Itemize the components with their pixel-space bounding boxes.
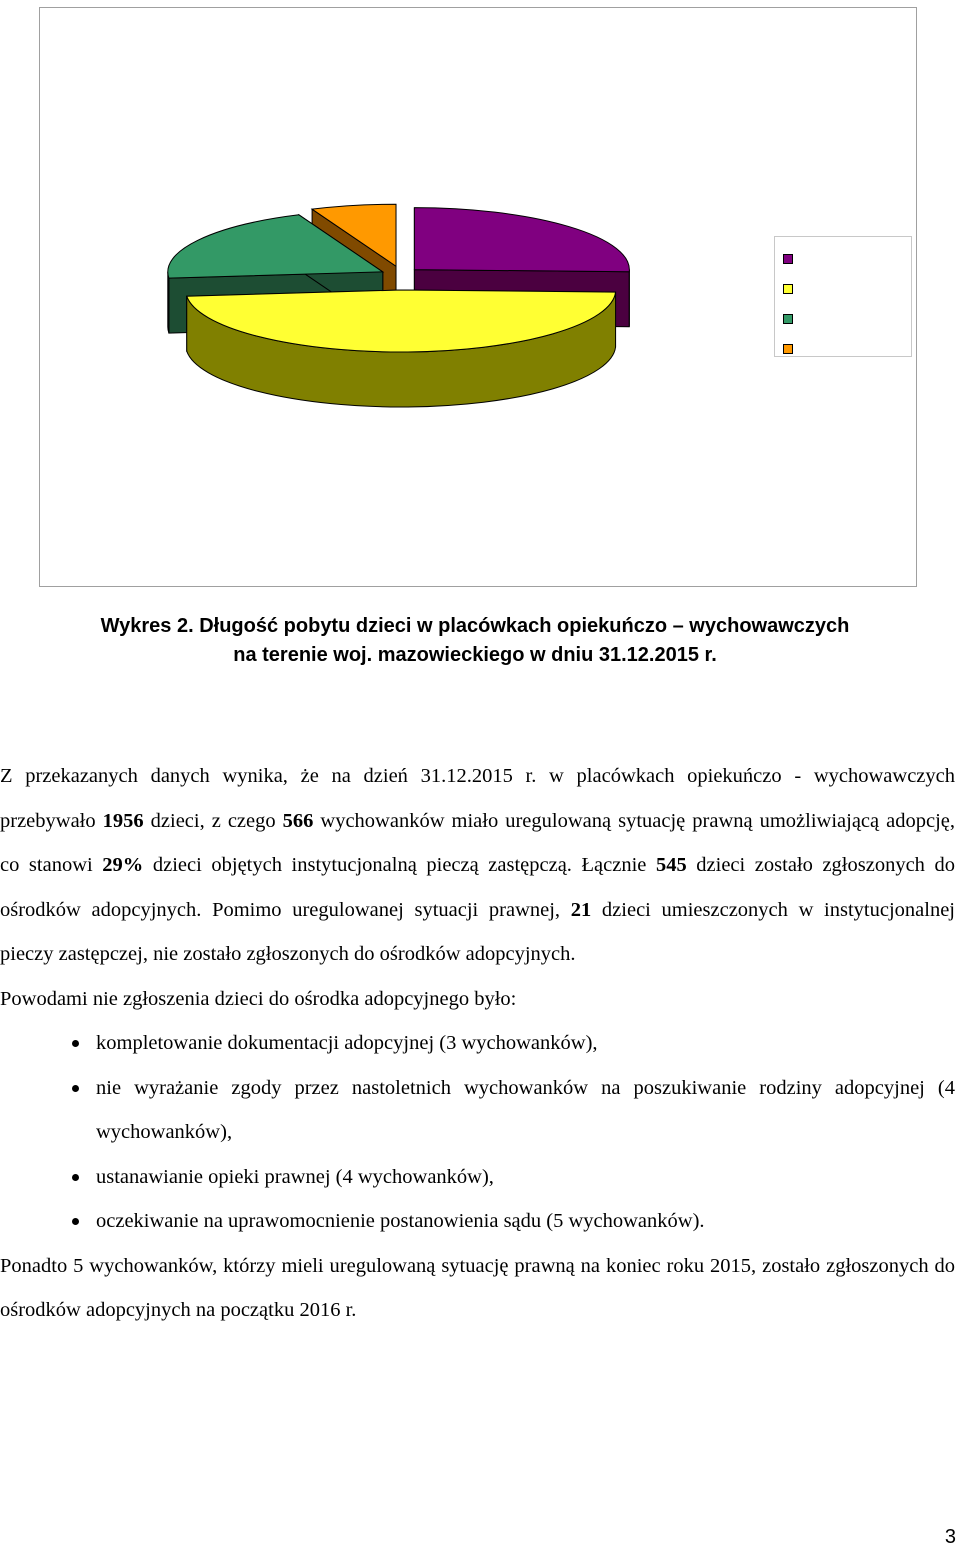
- text-run: dzieci umieszczonych w instytucjonalnej pieczy zastępczej, nie zostało zgłoszonych do ośrodków adopcyjnych.: [0, 899, 955, 966]
- pie-chart-frame: [39, 7, 917, 587]
- list-item: [0, 1066, 955, 1155]
- legend-swatch-2: [783, 284, 793, 294]
- bullet-icon: [72, 1174, 79, 1181]
- paragraph-summary: [0, 754, 955, 977]
- number-reported: 545: [656, 854, 687, 876]
- caption-line-1: Wykres 2. Długość pobytu dzieci w placówkach opiekuńczo – wychowawczych: [20, 612, 930, 641]
- caption-line-2: na terenie woj. mazowieckiego w dniu 31.12.2015 r.: [20, 641, 930, 670]
- list-item-text: kompletowanie dokumentacji adopcyjnej (3 wychowanków),: [96, 1032, 598, 1054]
- text-run: Z przekazanych danych wynika, że na dzień 31.12.2015 r. w placówkach opiekuńczo - wychowawczych przebywało: [0, 765, 955, 832]
- bullet-icon: [72, 1085, 79, 1092]
- page-number: 3: [945, 1526, 956, 1549]
- list-item: [0, 1199, 955, 1244]
- document-body: [0, 754, 955, 1333]
- legend-swatch-1: [783, 254, 793, 264]
- list-item: [0, 1021, 955, 1066]
- reasons-list: [0, 1021, 955, 1244]
- bullet-icon: [72, 1218, 79, 1225]
- legend-swatch-3: [783, 314, 793, 324]
- list-item-text: nie wyrażanie zgody przez nastoletnich wychowanków na poszukiwanie rodziny adopcyjnej (4 wychowanków),: [96, 1077, 955, 1144]
- pie-slice-3-side: [168, 272, 169, 333]
- chart-legend: [774, 236, 912, 357]
- legend-swatch-4: [783, 344, 793, 354]
- number-not-reported: 21: [571, 899, 592, 921]
- bullet-icon: [72, 1040, 79, 1047]
- text-run: dzieci objętych instytucjonalną pieczą zastępczą. Łącznie: [143, 854, 656, 876]
- number-children-total: 1956: [103, 810, 144, 832]
- number-percent: 29%: [102, 854, 143, 876]
- list-item-text: ustanawianie opieki prawnej (4 wychowanków),: [96, 1166, 494, 1188]
- list-item: [0, 1155, 955, 1200]
- text-run: dzieci, z czego: [144, 810, 283, 832]
- chart-caption: [20, 612, 930, 670]
- text-run: wychowanków miało uregulowaną sytuację prawną umożliwiającą adopcję, co stanowi: [0, 810, 955, 877]
- list-item-text: oczekiwanie na uprawomocnienie postanowienia sądu (5 wychowanków).: [96, 1210, 705, 1232]
- number-regulated: 566: [283, 810, 314, 832]
- text-run: dzieci zostało zgłoszonych do ośrodków adopcyjnych. Pomimo uregulowanej sytuacji prawnej,: [0, 854, 955, 921]
- paragraph-reasons-intro: Powodami nie zgłoszenia dzieci do ośrodka adopcyjnego było:: [0, 977, 955, 1022]
- pie-slice-1: [414, 208, 629, 272]
- paragraph-closing: Ponadto 5 wychowanków, którzy mieli uregulowaną sytuację prawną na koniec roku 2015, zostało zgłoszonych do ośrodków adopcyjnych na początku 2016 r.: [0, 1244, 955, 1333]
